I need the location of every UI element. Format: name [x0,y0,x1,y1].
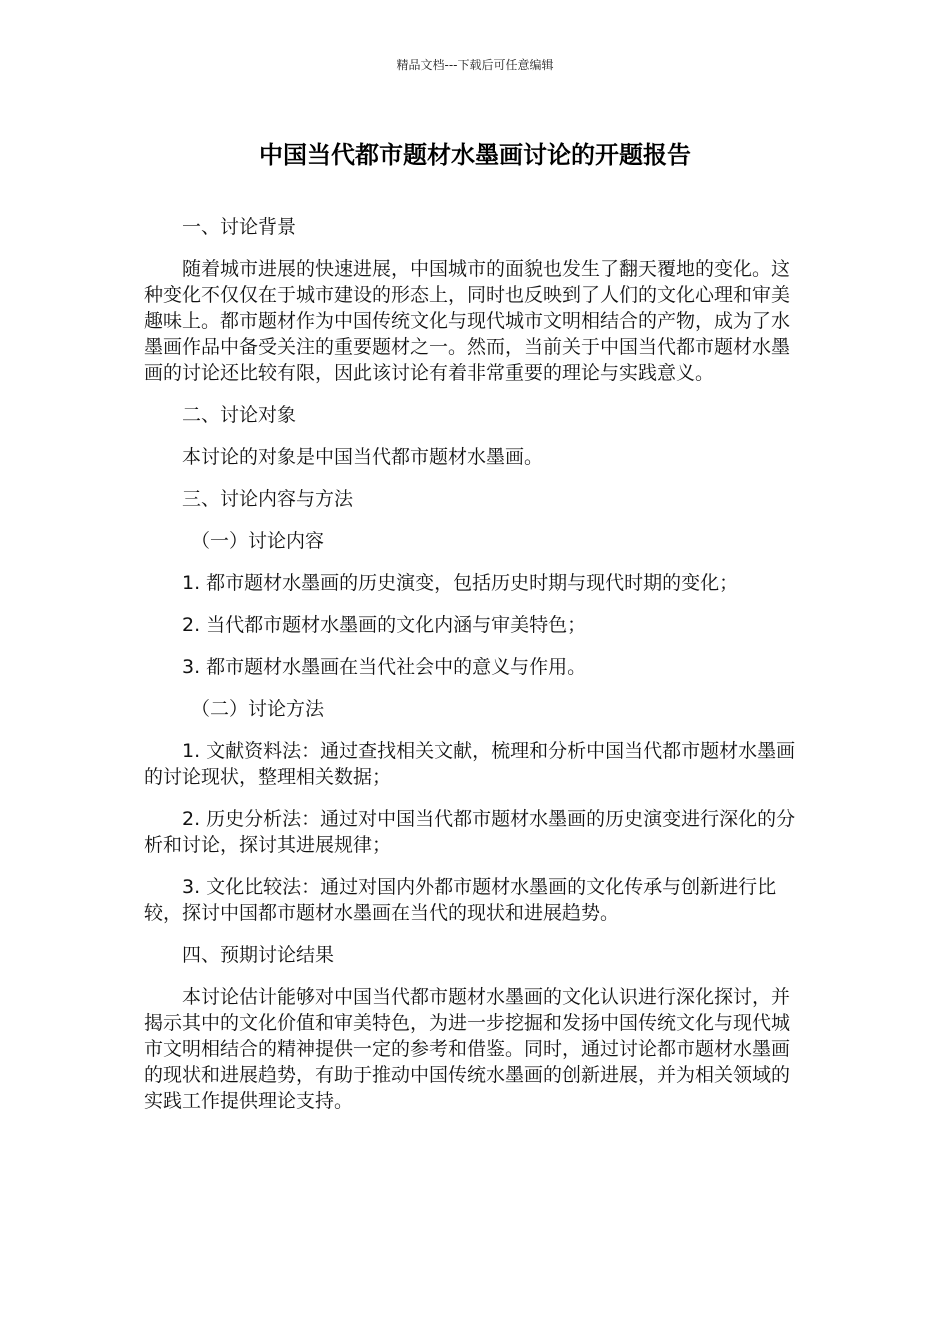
subsection-heading-method: （二）讨论方法 [191,698,325,720]
list-item-content-2: 2. 当代都市题材水墨画的文化内涵与审美特色； [182,614,587,636]
document-body [144,214,806,1130]
list-item-content-1: 1. 都市题材水墨画的历史演变，包括历史时期与现代时期的变化； [182,572,739,594]
list-item-content-3: 3. 都市题材水墨画在当代社会中的意义与作用。 [182,656,587,678]
section-heading-expected-results: 四、预期讨论结果 [182,944,335,966]
section-heading-content-method: 三、讨论内容与方法 [182,488,354,510]
subsection-heading-content: （一）讨论内容 [191,530,325,552]
paragraph-expected-results: 本讨论估计能够对中国当代都市题材水墨画的文化认识进行深化探讨，并揭示其中的文化价值和审美特色，为进一步挖掘和发扬中国传统文化与现代城市文明相结合的精神提供一定的参考和借鉴。同时，通过讨论都市题材水墨画的现状和进展趋势，有助于推动中国传统水墨画的创新进展，并为相关领域的实践工作提供理论支持。 [144,986,791,1112]
page-header: 精品文档---下载后可任意编辑 [396,58,554,72]
list-item-method-3: 3. 文化比较法：通过对国内外都市题材水墨画的文化传承与创新进行比较，探讨中国都市题材水墨画在当代的现状和进展趋势。 [144,876,777,924]
document-title: 中国当代都市题材水墨画讨论的开题报告 [259,141,691,169]
section-heading-background: 一、讨论背景 [182,216,297,238]
paragraph-background: 随着城市进展的快速进展，中国城市的面貌也发生了翻天覆地的变化。这种变化不仅仅在于城市建设的形态上，同时也反映到了人们的文化心理和审美趣味上。都市题材作为中国传统文化与现代城市文明相结合的产物，成为了水墨画作品中备受关注的重要题材之一。然而，当前关于中国当代都市题材水墨画的讨论还比较有限，因此该讨论有着非常重要的理论与实践意义。 [144,258,791,384]
list-item-method-2: 2. 历史分析法：通过对中国当代都市题材水墨画的历史演变进行深化的分析和讨论，探讨其进展规律； [144,808,796,856]
list-item-method-1: 1. 文献资料法：通过查找相关文献，梳理和分析中国当代都市题材水墨画的讨论现状，整理相关数据； [144,740,796,788]
section-heading-object: 二、讨论对象 [182,404,297,426]
paragraph-object: 本讨论的对象是中国当代都市题材水墨画。 [182,446,544,468]
